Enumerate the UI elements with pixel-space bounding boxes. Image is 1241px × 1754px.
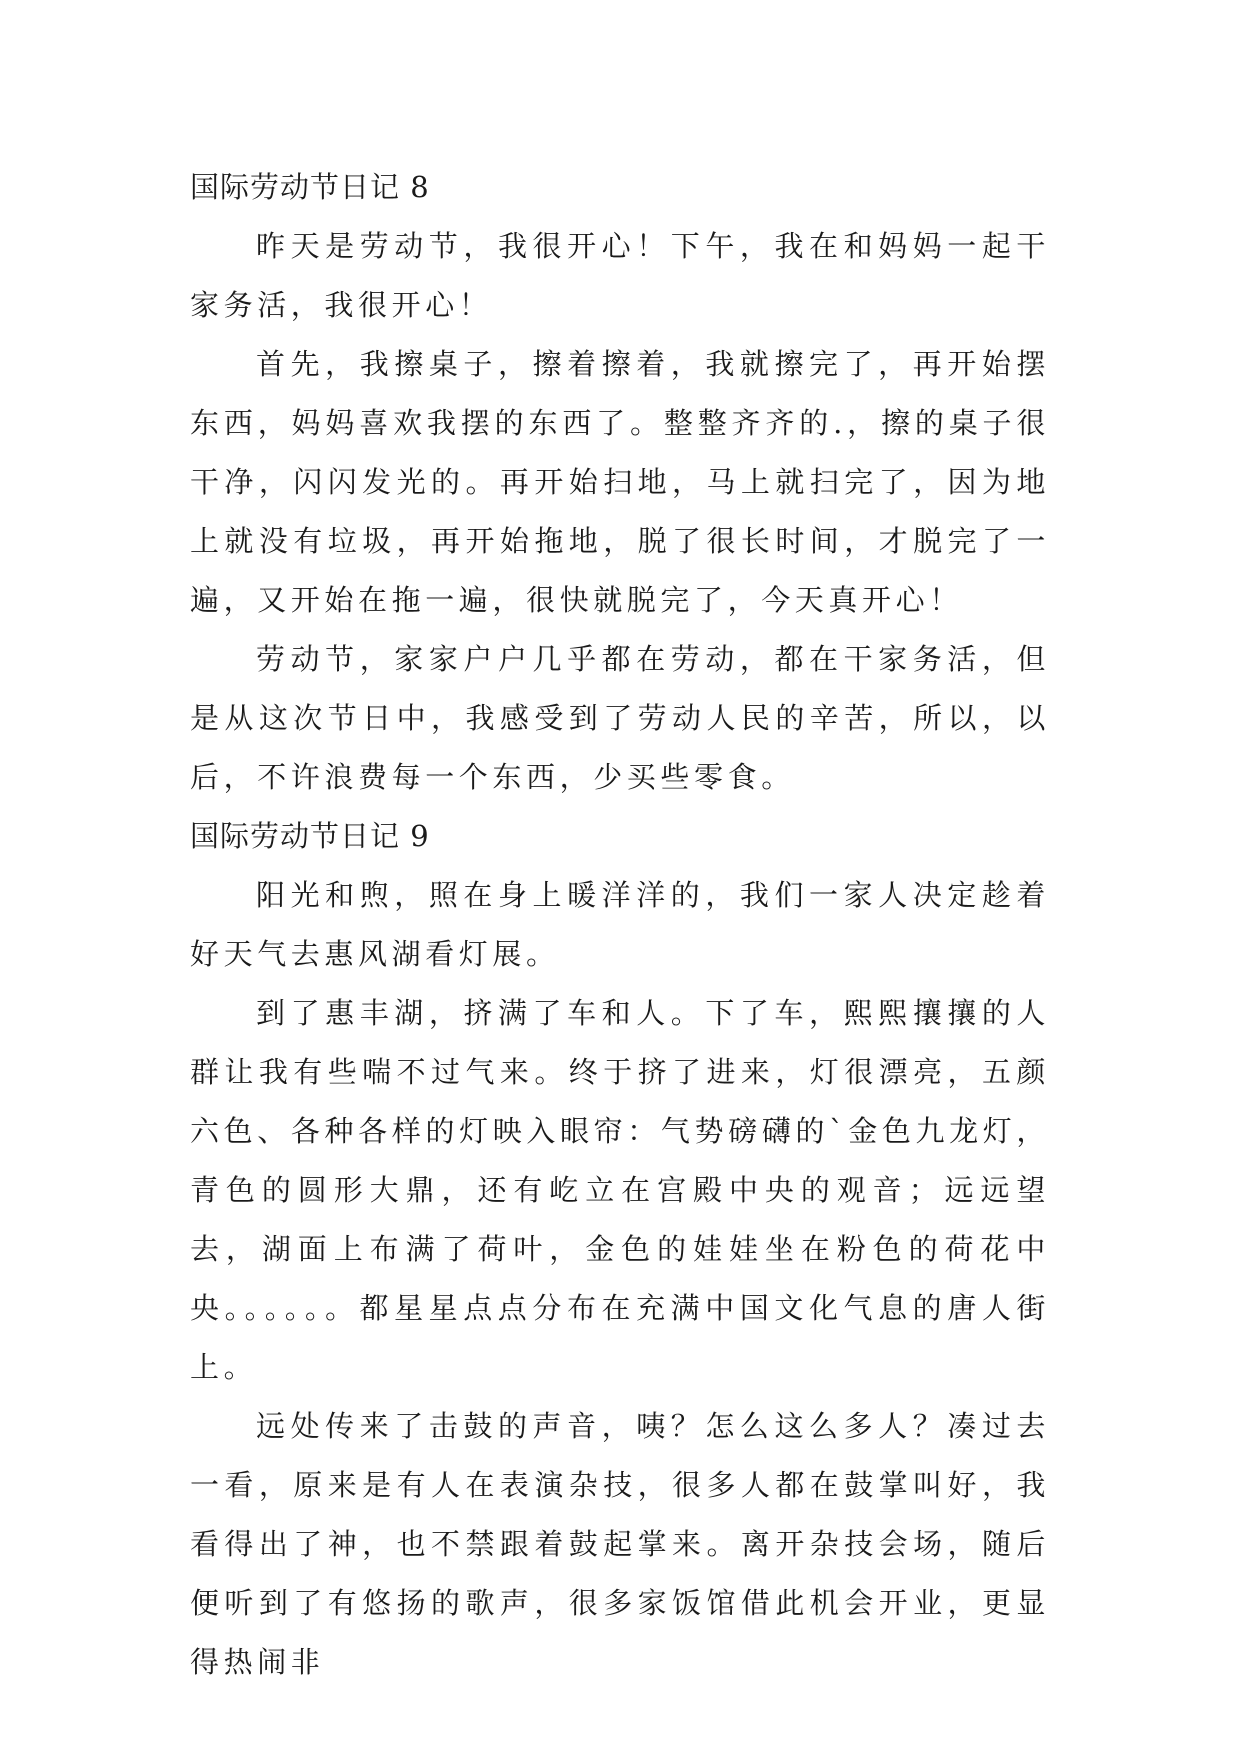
paragraph: 远处传来了击鼓的声音，咦？怎么这么多人？凑过去一看，原来是有人在表演杂技，很多人都在鼓掌叫好，我看得出了神，也不禁跟着鼓起掌来。离开杂技会场，随后便听到了有悠扬的歌声，很多家饭馆借此机会开业，更显得热闹非 (190, 1409, 1050, 1679)
section-heading-9: 国际劳动节日记 9 (190, 819, 430, 853)
paragraph: 首先，我擦桌子，擦着擦着，我就擦完了，再开始摆东西，妈妈喜欢我摆的东西了。整整齐齐的.，擦的桌子很干净，闪闪发光的。再开始扫地，马上就扫完了，因为地上就没有垃圾，再开始拖地，脱了很长时间，才脱完了一遍，又开始在拖一遍，很快就脱完了，今天真开心！ (190, 347, 1050, 617)
paragraph: 昨天是劳动节，我很开心！下午，我在和妈妈一起干家务活，我很开心！ (190, 229, 1050, 322)
section-heading-8: 国际劳动节日记 8 (190, 170, 430, 204)
paragraph: 阳光和煦，照在身上暖洋洋的，我们一家人决定趁着好天气去惠风湖看灯展。 (190, 878, 1050, 971)
paragraph: 到了惠丰湖，挤满了车和人。下了车，熙熙攘攘的人群让我有些喘不过气来。终于挤了进来，灯很漂亮，五颜六色、各种各样的灯映入眼帘：气势磅礴的`金色九龙灯，青色的圆形大鼎，还有屹立在宫殿中央的观音；远远望去，湖面上布满了荷叶，金色的娃娃坐在粉色的荷花中央。。。。。。都星星点点分布在充满中国文化气息的唐人街上。 (190, 996, 1050, 1384)
document-body (190, 158, 1050, 1692)
paragraph: 劳动节，家家户户几乎都在劳动，都在干家务活，但是从这次节日中，我感受到了劳动人民的辛苦，所以，以后，不许浪费每一个东西，少买些零食。 (190, 642, 1050, 794)
